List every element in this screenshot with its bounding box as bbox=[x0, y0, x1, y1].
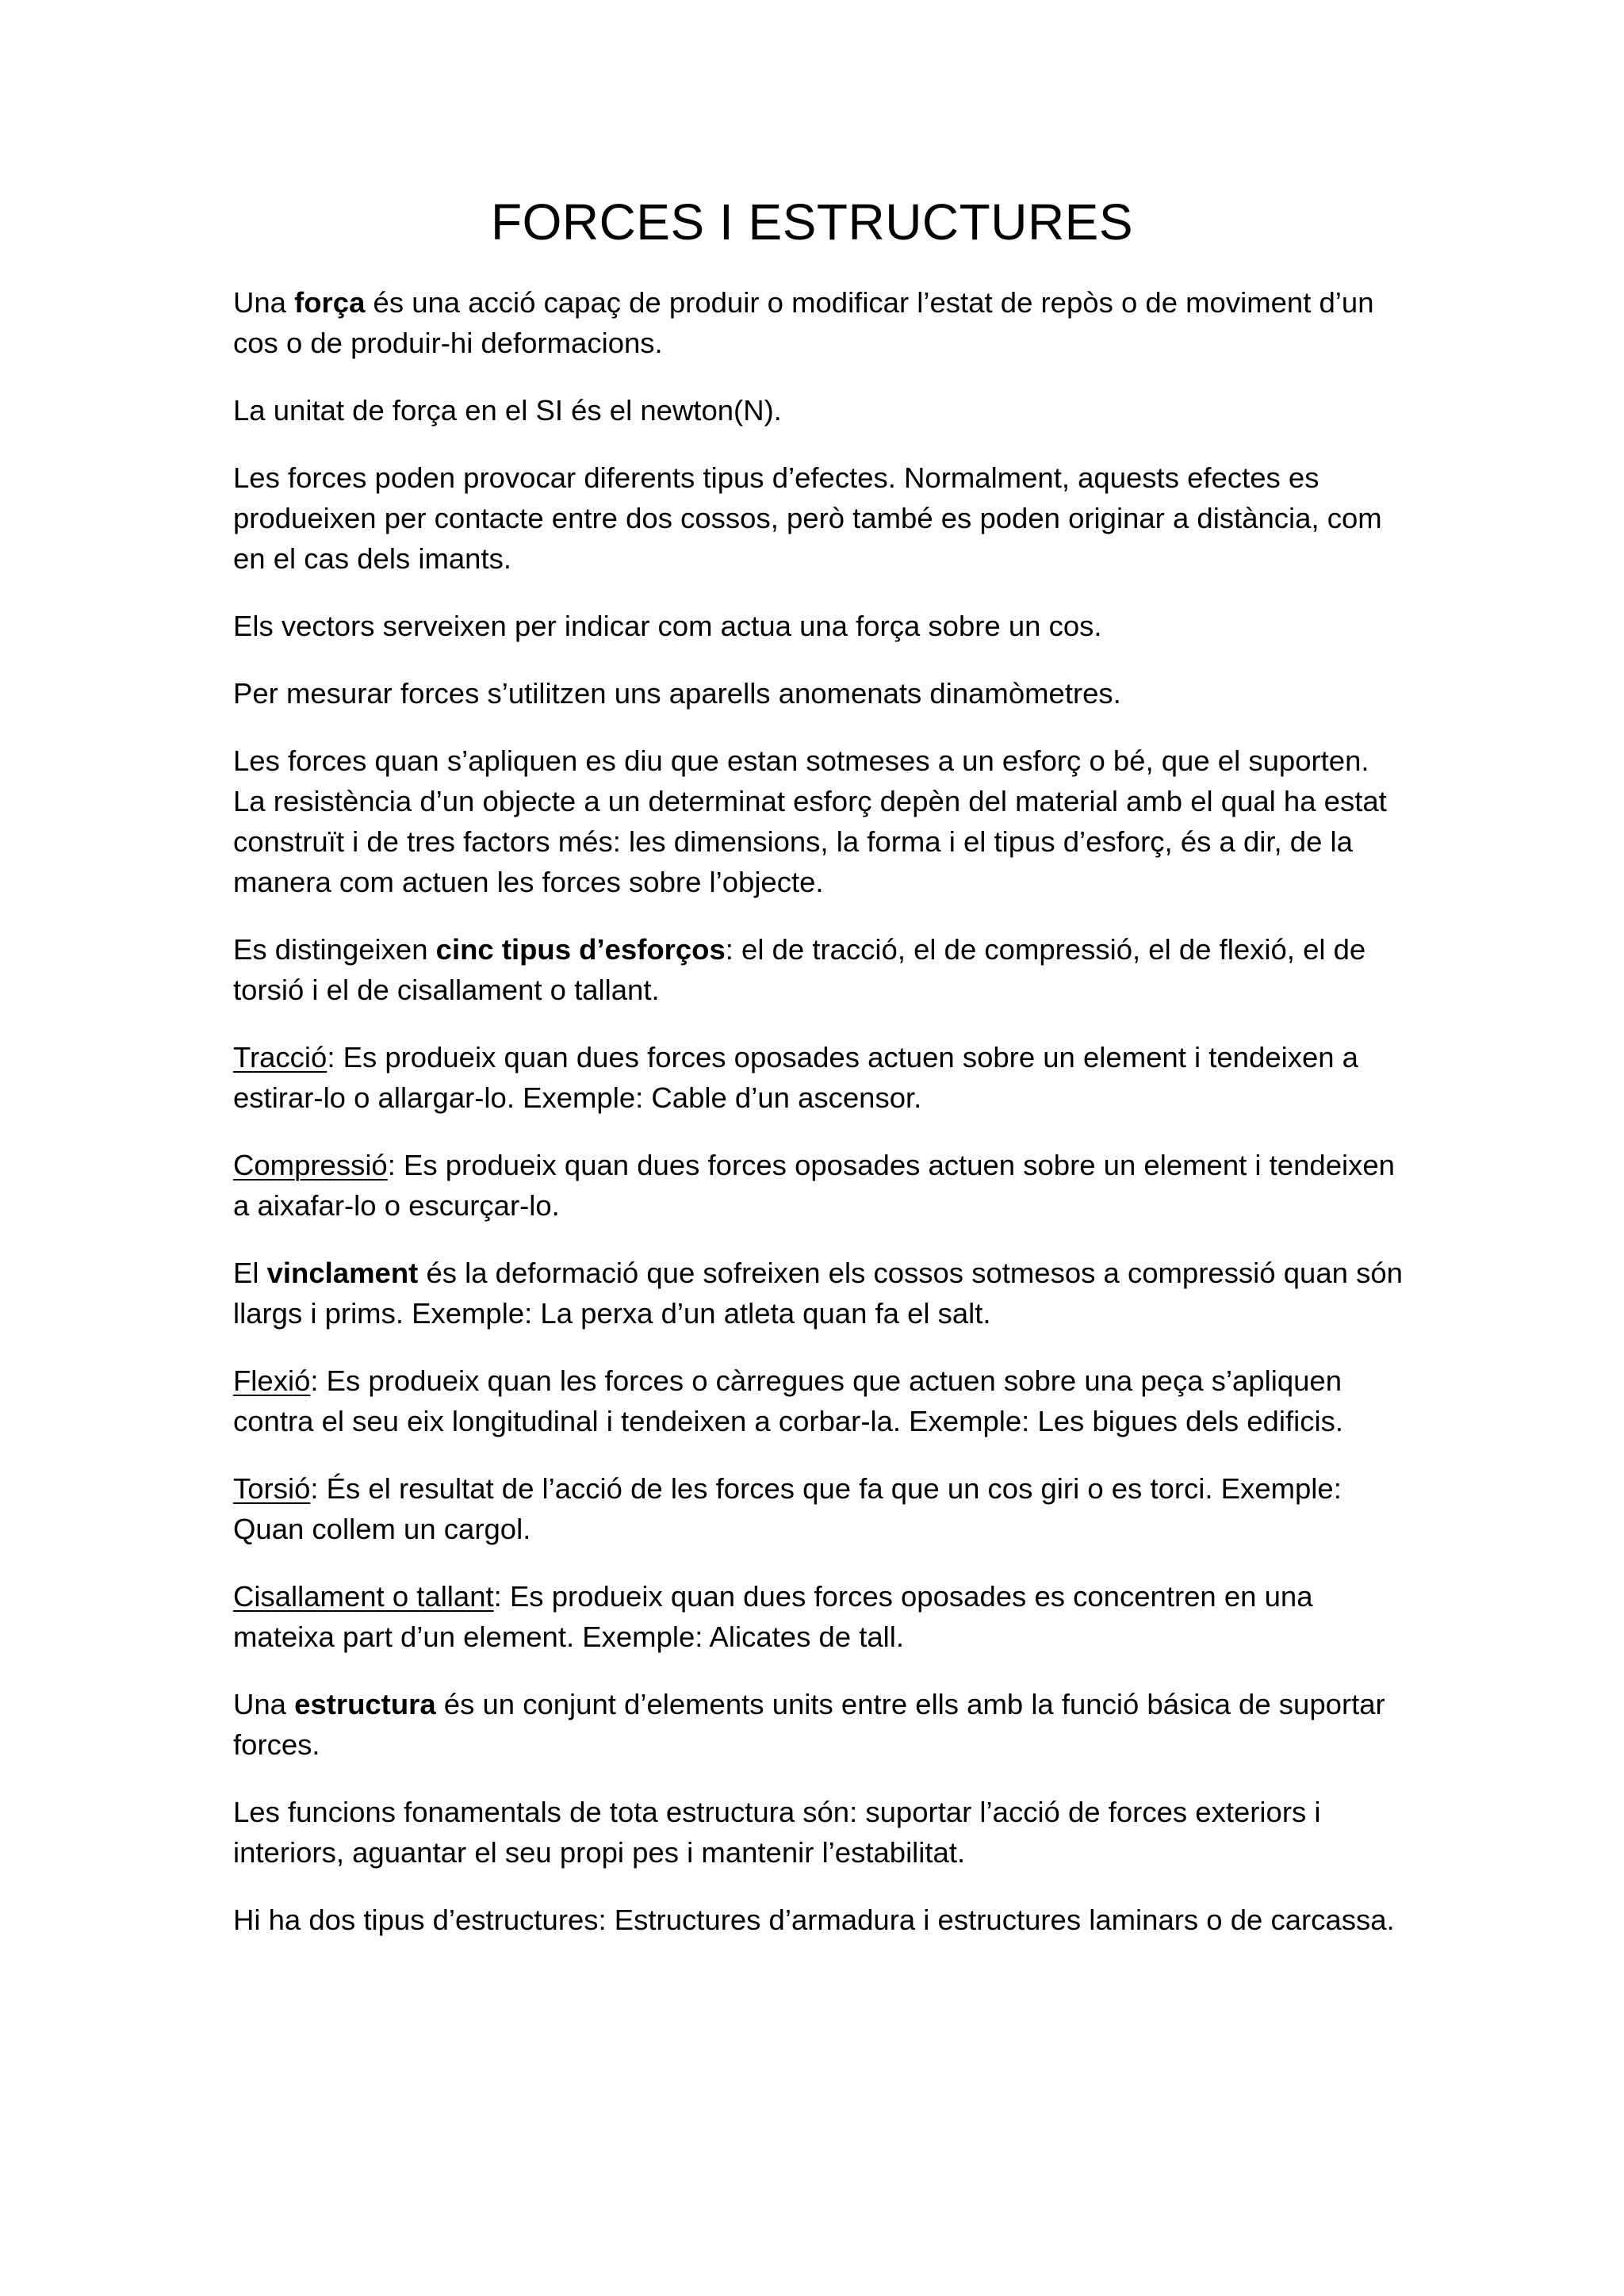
paragraph-unit: La unitat de força en el SI és el newton(N). bbox=[233, 394, 782, 427]
paragraph-text: és un conjunt d’elements units entre ells amb la funció básica de suportar forces. bbox=[233, 1688, 1385, 1761]
paragraph-text: : Es produeix quan les forces o càrregues que actuen sobre una peça s’apliquen contra el seu eix longitudinal i tendeixen a corbar-la. Exemple: Les bigues dels edificis. bbox=[233, 1364, 1343, 1437]
paragraph-effects: Les forces poden provocar diferents tipus d’efectes. Normalment, aquests efectes es produeixen per contacte entre dos cossos, però també es poden originar a distància, com en el cas dels imants. bbox=[233, 461, 1382, 575]
paragraph-structure-types: Hi ha dos tipus d’estructures: Estructures d’armadura i estructures laminars o de carcassa. bbox=[233, 1904, 1395, 1936]
paragraph-text: : Es produeix quan dues forces oposades es concentren en una mateixa part d’un element. Exemple: Alicates de tall. bbox=[233, 1580, 1313, 1653]
underlined-term-cisallament: Cisallament o tallant bbox=[233, 1580, 494, 1613]
paragraph-traccio bbox=[233, 1037, 1407, 1118]
paragraph-resistance: Les forces quan s’apliquen es diu que estan sotmeses a un esforç o bé, que el suporten. La resistència d’un objecte a un determinat esforç depèn del material amb el qual ha estat construït i de tres factors més: les dimensions, la forma i el tipus d’esforç, és a dir, de la manera com actuen les forces sobre l’objecte. bbox=[233, 744, 1387, 898]
paragraph-compressio bbox=[233, 1145, 1407, 1226]
paragraph-forca-definition bbox=[233, 282, 1407, 363]
bold-term-forca: força bbox=[294, 286, 366, 319]
paragraph-text: és la deformació que sofreixen els cossos sotmesos a compressió quan són llargs i prims. Exemple: La perxa d’un atleta quan fa el salt. bbox=[233, 1257, 1403, 1330]
paragraph-text: El bbox=[233, 1257, 267, 1289]
document-title: FORCES I ESTRUCTURES bbox=[490, 193, 1134, 251]
paragraph-vinclament bbox=[233, 1253, 1407, 1334]
underlined-term-torsio: Torsió bbox=[233, 1472, 311, 1505]
paragraph-estructura-definition bbox=[233, 1684, 1407, 1765]
underlined-term-flexio: Flexió bbox=[233, 1364, 311, 1397]
paragraph-vectors: Els vectors serveixen per indicar com actua una força sobre un cos. bbox=[233, 610, 1102, 642]
paragraph-text: : el de tracció, el de compressió, el de flexió, el de torsió i el de cisallament o tallant. bbox=[233, 933, 1366, 1006]
underlined-term-compressio: Compressió bbox=[233, 1149, 388, 1181]
underlined-term-traccio: Tracció bbox=[233, 1041, 327, 1073]
paragraph-text: : És el resultat de l’acció de les forces que fa que un cos giri o es torci. Exemple: Quan collem un cargol. bbox=[233, 1472, 1342, 1545]
paragraph-flexio bbox=[233, 1360, 1407, 1441]
bold-term-vinclament: vinclament bbox=[266, 1257, 419, 1289]
paragraph-stress-types bbox=[233, 929, 1407, 1010]
bold-term-estructura: estructura bbox=[294, 1688, 436, 1720]
paragraph-cisallament bbox=[233, 1576, 1407, 1657]
paragraph-functions: Les funcions fonamentals de tota estructura són: suportar l’acció de forces exteriors i interiors, aguantar el seu propi pes i mantenir l’estabilitat. bbox=[233, 1796, 1321, 1869]
paragraph-text: Una bbox=[233, 286, 295, 319]
paragraph-text: Una bbox=[233, 1688, 295, 1720]
paragraph-dynamometers: Per mesurar forces s’utilitzen uns aparells anomenats dinamòmetres. bbox=[233, 677, 1121, 710]
document-body bbox=[233, 282, 1407, 1967]
paragraph-text: : Es produeix quan dues forces oposades actuen sobre un element i tendeixen a estirar-lo o allargar-lo. Exemple: Cable d’un ascensor. bbox=[233, 1041, 1358, 1114]
paragraph-text: és una acció capaç de produir o modificar l’estat de repòs o de moviment d’un cos o de produir-hi deformacions. bbox=[233, 286, 1374, 359]
paragraph-torsio bbox=[233, 1468, 1407, 1549]
bold-term-cinc-tipus: cinc tipus d’esforços bbox=[435, 933, 726, 966]
paragraph-text: : Es produeix quan dues forces oposades actuen sobre un element i tendeixen a aixafar-lo o escurçar-lo. bbox=[233, 1149, 1395, 1222]
paragraph-text: Es distingeixen bbox=[233, 933, 436, 966]
